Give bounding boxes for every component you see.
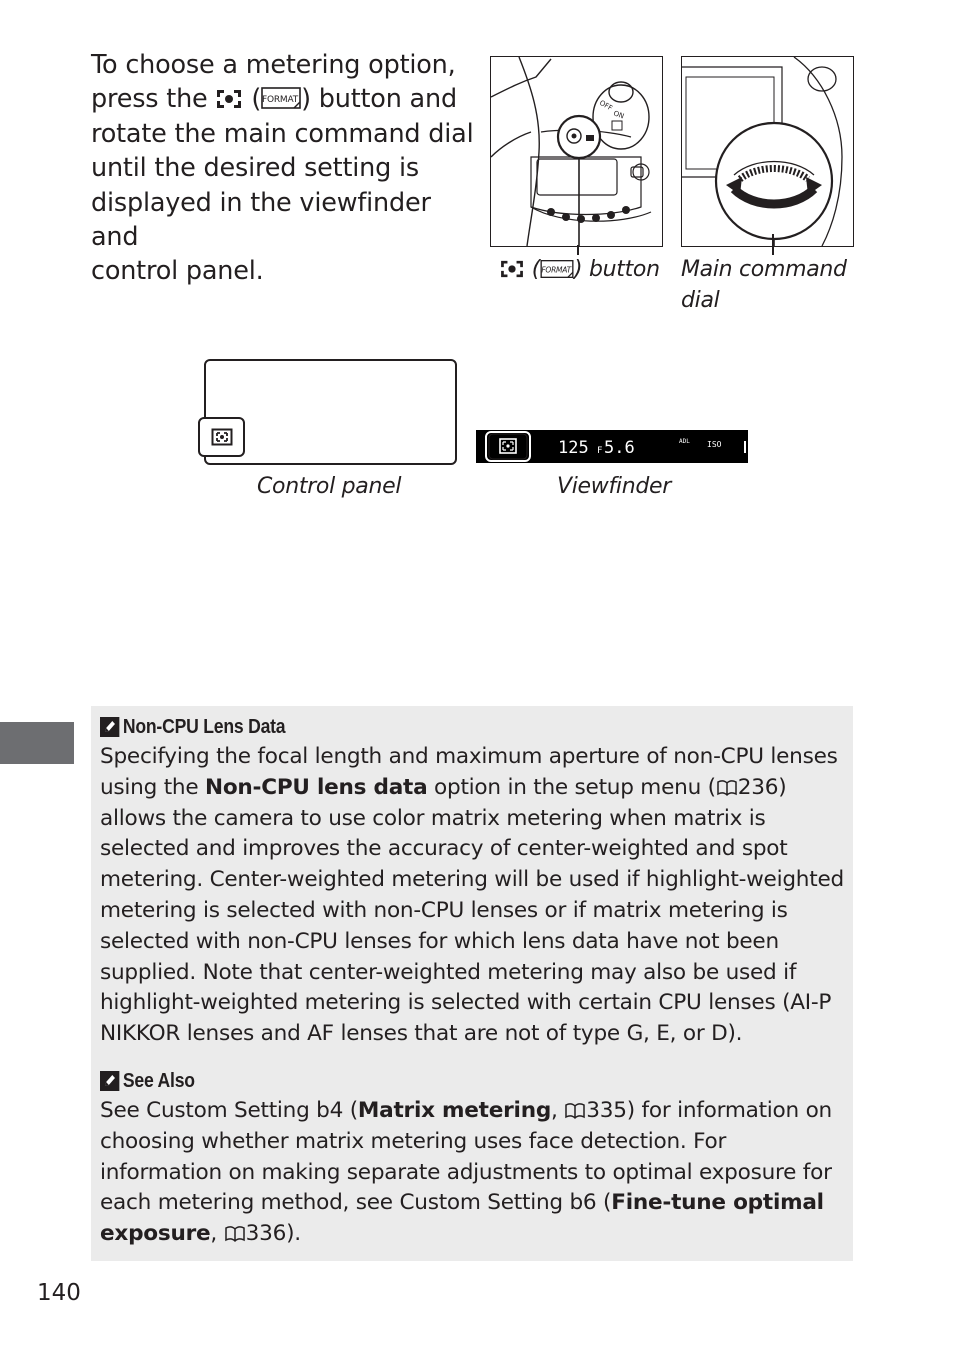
- intro-text: ) button and: [301, 84, 457, 115]
- page-reference: 236: [737, 774, 779, 800]
- button-caption-text: (: [531, 257, 540, 282]
- note-title: Non-CPU Lens Data: [122, 716, 286, 738]
- pencil-note-icon: [100, 717, 119, 737]
- dial-leader-line: [772, 234, 774, 255]
- button-caption-text: ) button: [574, 257, 660, 282]
- viewfinder-adl-label: ADL: [679, 438, 690, 445]
- format-icon-label: FORMAT: [541, 265, 571, 275]
- viewfinder-f-label: F: [597, 446, 603, 456]
- format-icon: [261, 86, 301, 110]
- note-see-also: [100, 1066, 845, 1250]
- note-text: ,: [551, 1098, 565, 1123]
- note-body: [100, 742, 845, 1050]
- chapter-tab: [0, 722, 74, 764]
- viewfinder-readout: [476, 430, 748, 463]
- note-text: ) allows the camera to use color matrix metering when matrix is selected and improves the accuracy of center-weighted and spot metering. Center-weighted metering will be used if highlight-weighted metering is selected with non-CPU lenses or if matrix metering is selected with non-CPU lenses for which lens data have not been supplied. Note that center-weighted metering may also be used if highlight-weighted metering is selected with certain CPU lenses (AI-P NIKKOR lenses and AF lenses that are not of type G, E, or D).: [100, 774, 844, 1047]
- note-text: See Custom Setting b4 (: [100, 1098, 358, 1123]
- viewfinder-aperture: 5.6: [604, 438, 635, 458]
- book-reference-icon: [224, 1225, 246, 1243]
- dial-caption: [681, 254, 856, 316]
- note-heading: [100, 1066, 756, 1096]
- dial-caption-line: Main command: [681, 257, 847, 282]
- note-body: [100, 1096, 845, 1250]
- note-bold-term: Fine-tune optimal exposure: [100, 1190, 824, 1247]
- format-icon: [540, 259, 574, 279]
- note-text: option in the setup menu (: [427, 774, 716, 800]
- intro-line: [91, 82, 476, 116]
- metering-icon: [499, 259, 525, 279]
- control-panel-caption: Control panel: [257, 474, 402, 499]
- note-title: See Also: [122, 1070, 195, 1092]
- note-bold-term: Non-CPU lens data: [205, 774, 428, 800]
- intro-line: displayed in the viewfinder and: [91, 187, 431, 253]
- command-dial-drawing: [682, 57, 853, 246]
- book-reference-icon: [564, 1102, 586, 1120]
- intro-text: (: [251, 84, 262, 115]
- camera-on-label: ON: [612, 109, 626, 121]
- page-reference: 336: [245, 1221, 287, 1247]
- viewfinder-shutter-speed: 125: [558, 438, 589, 458]
- intro-line: control panel.: [91, 256, 264, 287]
- metering-icon: [215, 88, 243, 110]
- camera-body-drawing: [491, 57, 662, 246]
- note-heading: [100, 712, 756, 742]
- viewfinder-caption: Viewfinder: [557, 474, 672, 499]
- note-bold-term: Matrix metering: [357, 1098, 552, 1123]
- format-icon-label: FORMAT: [262, 95, 299, 106]
- metering-icon: [211, 428, 233, 446]
- command-dial-illustration: [681, 56, 854, 247]
- intro-line: To choose a metering option,: [91, 50, 456, 80]
- note-text: ).: [286, 1221, 301, 1247]
- dial-caption-line: dial: [681, 288, 720, 313]
- page-number: 140: [37, 1280, 81, 1306]
- pencil-note-icon: [100, 1071, 119, 1091]
- notes-panel: [91, 706, 853, 1261]
- book-reference-icon: [716, 779, 738, 797]
- note-text: ) for information on choosing whether matrix metering uses face detection. For information on making separate adjustments to optimal exposure for each metering method, see Custom Setting b6 (: [100, 1098, 832, 1216]
- intro-line: until the desired setting is: [91, 153, 419, 184]
- viewfinder-display: [476, 430, 748, 463]
- note-noncpu-lens-data: [100, 712, 845, 1050]
- page-reference: 335: [586, 1098, 627, 1123]
- camera-button-illustration: [490, 56, 663, 247]
- intro-paragraph: [91, 48, 476, 289]
- camera-off-label: OFF: [598, 98, 614, 113]
- button-caption: [499, 254, 660, 285]
- note-text: ,: [210, 1221, 224, 1247]
- control-panel-metering-highlight: [198, 417, 245, 457]
- intro-line: rotate the main command dial: [91, 118, 474, 149]
- note-text: Specifying the focal length and maximum aperture of non-CPU lenses using the: [100, 744, 838, 800]
- viewfinder-iso-label: ISO: [707, 440, 722, 449]
- intro-text: press the: [91, 84, 208, 115]
